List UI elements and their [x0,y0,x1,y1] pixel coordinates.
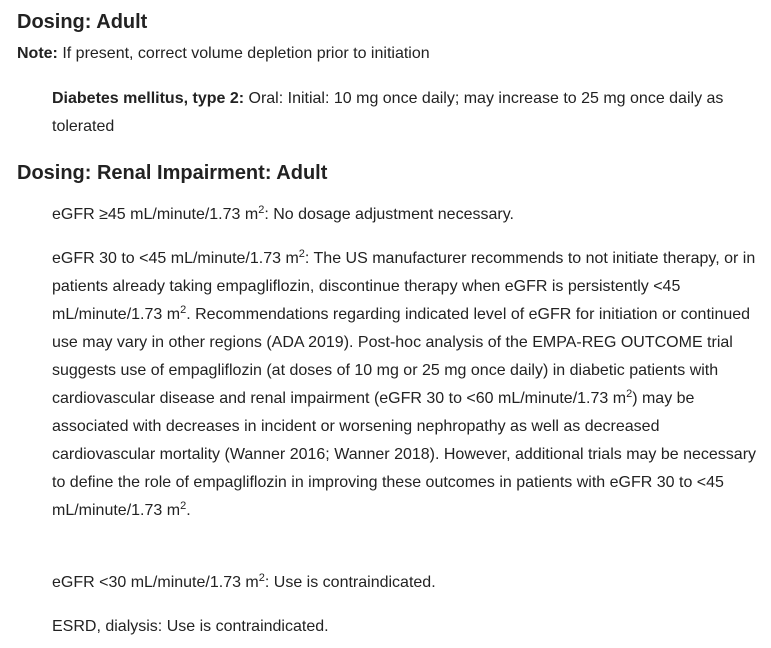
egfr-45-text-a: eGFR ≥45 mL/minute/1.73 m [52,206,259,223]
egfr-30-text-c: . Recommendations regarding indicated level of eGFR for initiation or continued use may vary in other regions (ADA 2019). Post-hoc analysis of the EMPA-REG OUTCOME trial suggests use of empagliflozin (at doses of 10 mg or 25 mg once daily) in diabetic patients with cardiovascular disease and renal impairment (eGFR 30 to <60 mL/minute/1.73 m [52,306,751,407]
egfr-30-text-e: . [186,502,191,519]
dosing-adult-heading: Dosing: Adult [17,11,148,33]
esrd-dialysis-paragraph: ESRD, dialysis: Use is contraindicated. [52,618,329,635]
superscript-2: 2 [180,500,187,512]
diabetes-dosing-paragraph [52,85,757,141]
egfr-30-text-b: : The US manufacturer recommends to not initiate therapy, or in patients already taking empagliflozin, discontinue therapy when eGFR is persistently <45 mL/minute/1.73 m [52,250,756,323]
egfr-lt30-text-b: : Use is contraindicated. [264,574,436,591]
diabetes-label: Diabetes mellitus, type 2: [52,90,245,107]
egfr-30-45-paragraph [52,245,757,525]
egfr-30-text-a: eGFR 30 to <45 mL/minute/1.73 m [52,250,299,267]
note-label: Note: [17,45,58,62]
superscript-2: 2 [258,204,265,216]
dosing-note [17,43,430,64]
diabetes-text: Oral: Initial: 10 mg once daily; may increase to 25 mg once daily as tolerated [52,90,724,135]
superscript-2: 2 [626,388,633,400]
egfr-30-text-d: ) may be associated with decreases in incident or worsening nephropathy as well as decreased cardiovascular mortality (Wanner 2016; Wanner 2018). However, additional trials may be necessary to define the role of empagliflozin in improving these outcomes in patients with eGFR 30 to <45 mL/minute/1.73 m [52,390,757,519]
egfr-45-paragraph [52,201,757,229]
egfr-lt30-text-a: eGFR <30 mL/minute/1.73 m [52,574,259,591]
superscript-2: 2 [180,304,187,316]
egfr-45-text-b: : No dosage adjustment necessary. [264,206,514,223]
egfr-below-30-paragraph [52,569,757,597]
superscript-2: 2 [258,572,265,584]
renal-impairment-heading: Dosing: Renal Impairment: Adult [17,162,328,184]
superscript-2: 2 [298,248,305,260]
note-text: If present, correct volume depletion prior to initiation [57,45,430,62]
